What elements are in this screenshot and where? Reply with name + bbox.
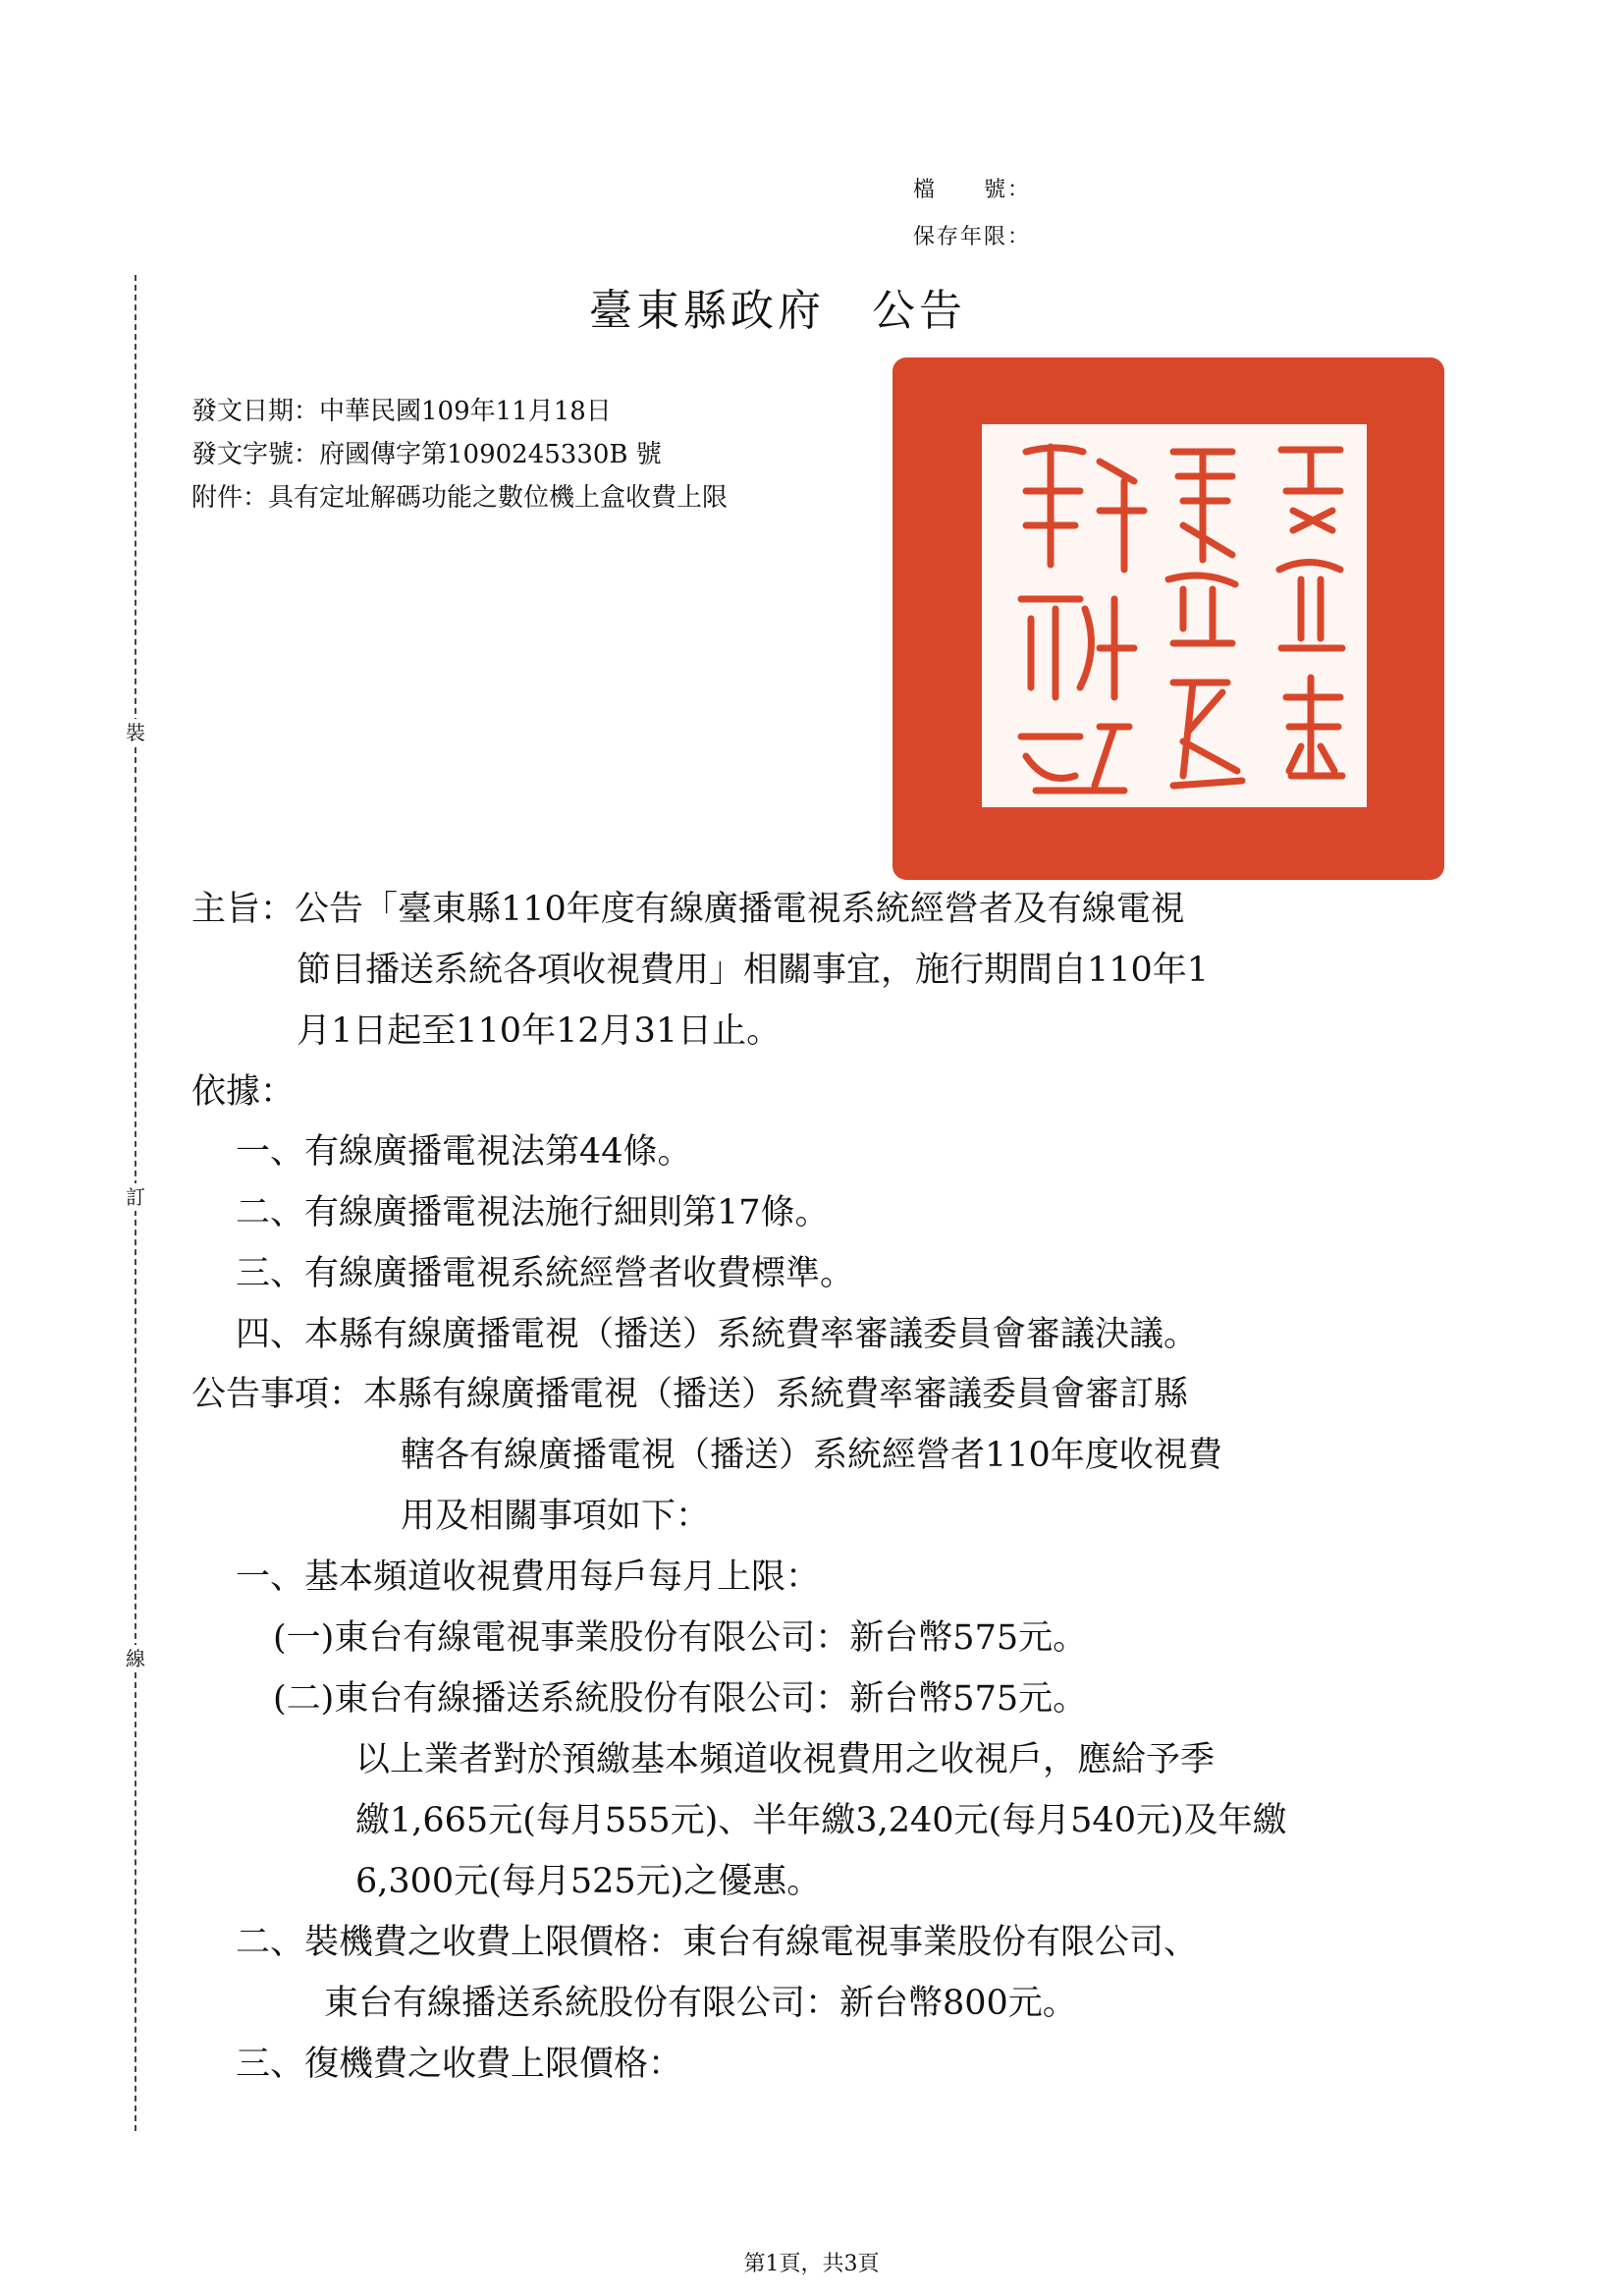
item-2-line-2: 東台有線播送系統股份有限公司：新台幣800元。	[324, 1984, 1077, 2023]
page-title: 臺東縣政府 公告	[589, 286, 966, 336]
binding-char-zhuang: 裝	[122, 719, 149, 746]
item-3-heading: 三、復機費之收費上限價格：	[236, 2045, 683, 2084]
item-2-line-1: 二、裝機費之收費上限價格：東台有線電視事業股份有限公司、	[236, 1923, 1199, 1962]
binding-char-xian: 線	[122, 1645, 149, 1672]
item-1-note-line-2: 繳1,665元(每月555元)、半年繳3,240元(每月540元)及年繳	[355, 1801, 1287, 1840]
subject-line-2: 節目播送系統各項收視費用」相關事宜，施行期間自110年1	[297, 951, 1210, 990]
basis-item-3: 三、有線廣播電視系統經營者收費標準。	[236, 1254, 855, 1293]
item-1-sub-1: (一)東台有線電視事業股份有限公司：新台幣575元。	[273, 1618, 1088, 1658]
basis-item-1: 一、有線廣播電視法第44條。	[236, 1132, 692, 1172]
basis-item-2: 二、有線廣播電視法施行細則第17條。	[236, 1193, 830, 1232]
retention-period-label: 保存年限：	[913, 225, 1032, 249]
subject-line-3: 月1日起至110年12月31日止。	[297, 1011, 782, 1051]
item-1-sub-2: (二)東台有線播送系統股份有限公司：新台幣575元。	[273, 1679, 1088, 1719]
attachment-line: 附件：具有定址解碼功能之數位機上盒收費上限	[191, 483, 729, 513]
basis-item-4: 四、本縣有線廣播電視（播送）系統費率審議委員會審議決議。	[236, 1315, 1199, 1354]
subject-line-1: 主旨：公告「臺東縣110年度有線廣播電視系統經營者及有線電視	[191, 890, 1185, 929]
file-number-label: 檔 號：	[913, 178, 1032, 202]
basis-label: 依據：	[191, 1072, 296, 1112]
notice-line-1: 公告事項：本縣有線廣播電視（播送）系統費率審議委員會審訂縣	[191, 1375, 1189, 1414]
page-number: 第1頁，共3頁	[743, 2252, 880, 2276]
binding-char-ding: 訂	[122, 1183, 149, 1211]
document-number: 發文字號：府國傳字第1090245330B 號	[191, 440, 662, 469]
item-1-heading: 一、基本頻道收視費用每戶每月上限：	[236, 1558, 821, 1597]
notice-line-2: 轄各有線廣播電視（播送）系統經營者110年度收視費	[401, 1436, 1222, 1475]
notice-line-3: 用及相關事項如下：	[401, 1497, 711, 1536]
item-1-note-line-1: 以上業者對於預繳基本頻道收視費用之收視戶，應給予季	[355, 1740, 1216, 1779]
item-1-note-line-3: 6,300元(每月525元)之優惠。	[355, 1862, 822, 1901]
issue-date: 發文日期：中華民國109年11月18日	[191, 397, 612, 426]
official-seal-stamp	[889, 354, 1448, 884]
